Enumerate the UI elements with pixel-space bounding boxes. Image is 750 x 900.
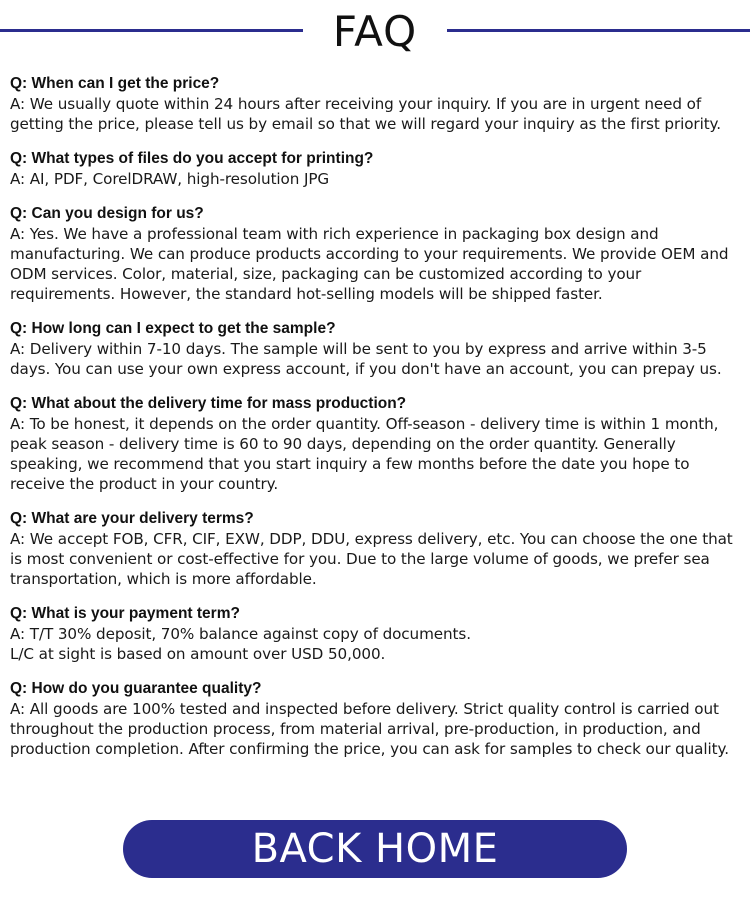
faq-item [10,149,745,189]
faq-header [0,0,750,64]
faq-answer: A: AI, PDF, CorelDRAW, high-resolution JPG [10,170,330,188]
faq-answer: A: To be honest, it depends on the order quantity. Off-season - delivery time is within 1 month, peak season - delivery time is 60 to 90 days, depending on the order quantity. Generally speaking, we recommend that you start inquiry a few months before the date you hope to receive the product in your country. [10,415,719,493]
faq-question: Q: How long can I expect to get the sample? [10,320,336,337]
faq-answer: A: We usually quote within 24 hours after receiving your inquiry. If you are in urgent need of getting the price, please tell us by email so that we will regard your inquiry as the first priority. [10,95,721,133]
faq-answer: A: T/T 30% deposit, 70% balance against copy of documents. L/C at sight is based on amount over USD 50,000. [10,625,471,663]
page-title: FAQ [332,7,418,56]
faq-item [10,74,745,134]
faq-answer: A: Yes. We have a professional team with rich experience in packaging box design and manufacturing. We can produce products according to your requirements. We provide OEM and ODM services. Color, material, size, packaging can be customized according to your requirements. However, the standard hot-selling models will be shipped faster. [10,225,729,303]
faq-question: Q: What are your delivery terms? [10,510,254,527]
faq-item [10,679,745,759]
faq-item [10,319,745,379]
back-home-button[interactable]: BACK HOME [123,820,627,878]
faq-question: Q: How do you guarantee quality? [10,680,262,697]
faq-item [10,204,745,304]
header-divider-left [0,29,303,32]
faq-item [10,394,745,494]
faq-answer: A: We accept FOB, CFR, CIF, EXW, DDP, DDU, express delivery, etc. You can choose the one that is most convenient or cost-effective for you. Due to the large volume of goods, we prefer sea transportation, which is more affordable. [10,530,733,588]
faq-question: Q: When can I get the price? [10,75,220,92]
faq-list [10,74,745,774]
faq-question: Q: Can you design for us? [10,205,204,222]
faq-question: Q: What types of files do you accept for printing? [10,150,374,167]
header-divider-right [447,29,750,32]
faq-item [10,509,745,589]
faq-answer: A: Delivery within 7-10 days. The sample will be sent to you by express and arrive within 3-5 days. You can use your own express account, if you don't have an account, you can prepay us. [10,340,722,378]
faq-question: Q: What about the delivery time for mass production? [10,395,407,412]
faq-answer: A: All goods are 100% tested and inspected before delivery. Strict quality control is carried out throughout the production process, from material arrival, pre-production, in production, and production completion. After confirming the price, you can ask for samples to check our quality. [10,700,729,758]
faq-question: Q: What is your payment term? [10,605,240,622]
faq-item [10,604,745,664]
